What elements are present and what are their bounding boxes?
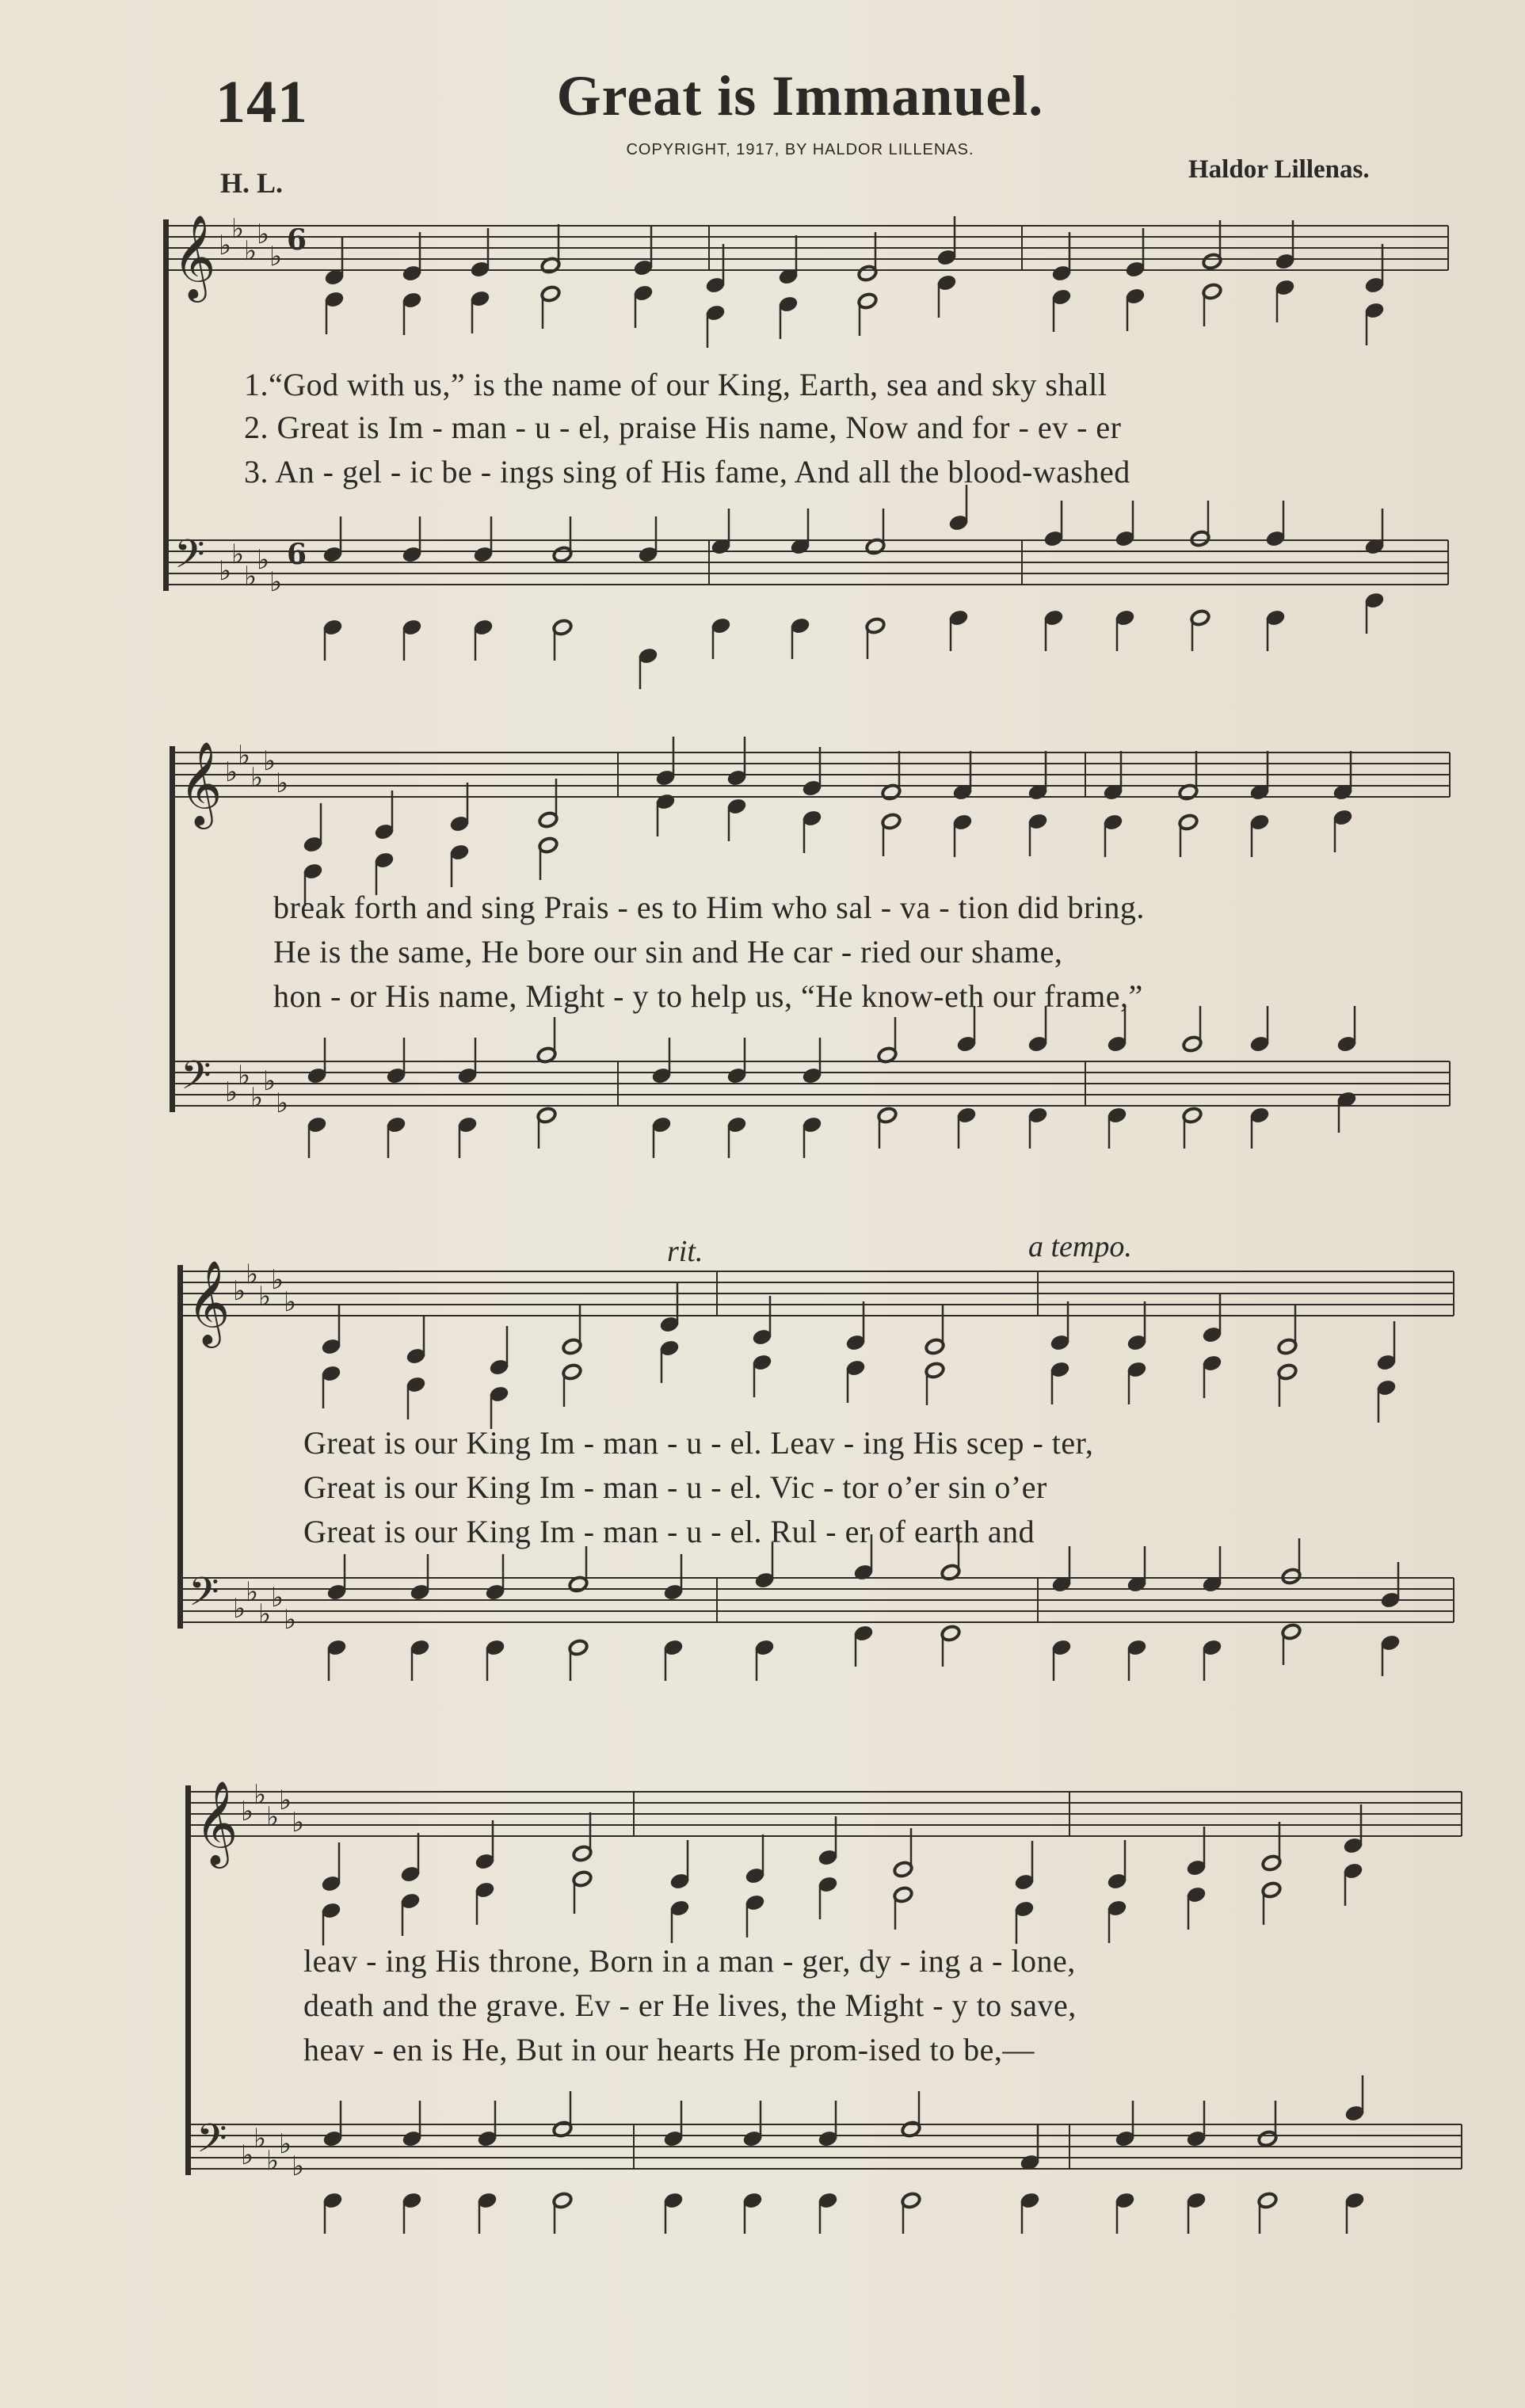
flat-icon: ♭ xyxy=(238,740,251,772)
flat-icon: ♭ xyxy=(225,1076,238,1108)
flat-icon: ♭ xyxy=(263,1065,276,1097)
treble-clef-icon: 𝄞 xyxy=(173,214,216,299)
flat-icon: ♭ xyxy=(263,745,276,777)
flat-icon: ♭ xyxy=(276,1088,289,1119)
lyric-line-2-1: break forth and sing Prais - es to Him who sal - va - tion did bring. xyxy=(273,890,1145,925)
lyric-line-4-2: death and the grave. Ev - er He lives, the Might - y to save, xyxy=(303,1987,1077,2023)
lyric-line-3-1: Great is our King Im - man - u - el. Leav - ing His scep - ter, xyxy=(303,1425,1094,1461)
lyric-line-4-1: leav - ing His throne, Born in a man - ger, dy - ing a - lone, xyxy=(303,1943,1076,1979)
lyric-line-3-2: Great is our King Im - man - u - el. Vic - tor o’er sin o’er xyxy=(303,1469,1047,1505)
bass-clef-icon: 𝄢 xyxy=(181,1053,212,1108)
flat-icon: ♭ xyxy=(231,213,245,245)
lyric-line-1-3: 3. An - gel - ic be - ings sing of His fame, And all the blood-washed xyxy=(244,454,1130,490)
flat-icon: ♭ xyxy=(244,561,257,592)
flat-icon: ♭ xyxy=(244,235,257,267)
flat-icon: ♭ xyxy=(246,1576,259,1608)
flat-icon: ♭ xyxy=(269,566,283,598)
treble-clef-icon: 𝄞 xyxy=(179,741,223,825)
flat-icon: ♭ xyxy=(241,1796,254,1827)
flat-icon: ♭ xyxy=(292,1807,305,1838)
flat-icon: ♭ xyxy=(284,1604,297,1636)
treble-clef-icon: 𝄞 xyxy=(195,1780,238,1865)
flat-icon: ♭ xyxy=(276,768,289,799)
rit-marking: rit. xyxy=(667,1235,703,1268)
time-signature-icon: 6 xyxy=(287,223,307,257)
copyright-notice: COPYRIGHT, 1917, BY HALDOR LILLENAS. xyxy=(626,141,974,158)
author-initials: H. L. xyxy=(220,167,284,199)
treble-clef-icon: 𝄞 xyxy=(187,1259,231,1344)
flat-icon: ♭ xyxy=(219,555,232,587)
flat-icon: ♭ xyxy=(241,2139,254,2171)
flat-icon: ♭ xyxy=(238,1060,251,1092)
lyric-line-2-2: He is the same, He bore our sin and He car - ried our shame, xyxy=(273,934,1063,970)
flat-icon: ♭ xyxy=(257,544,270,576)
flat-icon: ♭ xyxy=(279,2128,292,2160)
flat-icon: ♭ xyxy=(266,1801,280,1833)
hymn-number: 141 xyxy=(215,69,308,135)
flat-icon: ♭ xyxy=(250,762,264,794)
composer-credit: Haldor Lillenas. xyxy=(1188,155,1370,184)
flat-icon: ♭ xyxy=(246,1259,259,1290)
bass-clef-icon: 𝄢 xyxy=(196,2116,227,2171)
flat-icon: ♭ xyxy=(269,241,283,272)
lyric-line-4-3: heav - en is He, But in our hearts He prom-ised to be,— xyxy=(303,2032,1035,2067)
flat-icon: ♭ xyxy=(257,219,270,250)
flat-icon: ♭ xyxy=(284,1286,297,1318)
lyric-line-1-2: 2. Great is Im - man - u - el, praise His name, Now and for - ev - er xyxy=(244,410,1122,445)
flat-icon: ♭ xyxy=(233,1593,246,1625)
flat-icon: ♭ xyxy=(231,539,245,570)
flat-icon: ♭ xyxy=(233,1275,246,1307)
flat-icon: ♭ xyxy=(258,1598,272,1630)
hymn-title: Great is Immanuel. xyxy=(556,64,1044,128)
flat-icon: ♭ xyxy=(271,1582,284,1614)
flat-icon: ♭ xyxy=(225,756,238,788)
lyric-line-2-3: hon - or His name, Might - y to help us, “He know-eth our frame,” xyxy=(273,978,1143,1014)
a-tempo-marking: a tempo. xyxy=(1028,1230,1132,1263)
bass-clef-icon: 𝄢 xyxy=(189,1569,219,1625)
flat-icon: ♭ xyxy=(254,1779,267,1811)
flat-icon: ♭ xyxy=(266,2145,280,2177)
flat-icon: ♭ xyxy=(271,1264,284,1296)
bass-clef-icon: 𝄢 xyxy=(174,532,205,587)
flat-icon: ♭ xyxy=(254,2123,267,2155)
flat-icon: ♭ xyxy=(250,1082,264,1114)
lyric-line-3-3: Great is our King Im - man - u - el. Rul - er of earth and xyxy=(303,1514,1035,1549)
time-signature-icon: 6 xyxy=(287,538,307,571)
system-brace xyxy=(185,1785,191,2175)
flat-icon: ♭ xyxy=(219,230,232,261)
flat-icon: ♭ xyxy=(292,2151,305,2182)
lyric-line-1-1: 1.“God with us,” is the name of our King, Earth, sea and sky shall xyxy=(244,367,1108,402)
flat-icon: ♭ xyxy=(279,1785,292,1816)
flat-icon: ♭ xyxy=(258,1281,272,1313)
